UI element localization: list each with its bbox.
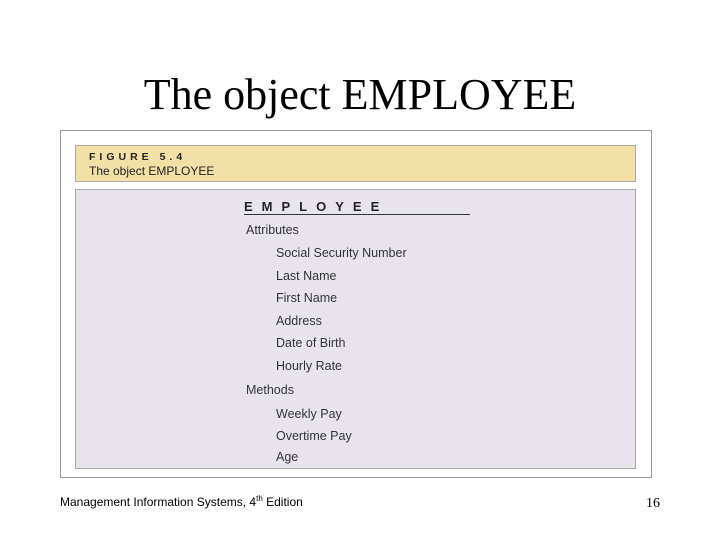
attribute-item: Social Security Number [276,246,407,260]
attribute-item: Hourly Rate [276,358,342,373]
slide-title: The object EMPLOYEE [143,70,577,119]
methods-list [276,407,352,472]
attributes-list [276,246,407,381]
footer-source-text: Management Information Systems, 4 [60,495,257,509]
object-panel [75,189,636,469]
attributes-heading: Attributes [246,223,299,237]
footer-source-suffix: Edition [262,495,303,509]
footer-source [60,494,303,509]
attribute-item: Last Name [276,268,337,283]
figure-label: FIGURE 5.4 [89,151,187,163]
attribute-item: First Name [276,291,338,305]
object-name: EMPLOYEE [244,199,389,214]
method-item: Overtime Pay [276,428,352,443]
footer-source-superscript: th [256,494,263,503]
method-item: Age [276,450,299,464]
method-item: Weekly Pay [276,407,342,421]
figure-caption-bar [75,145,636,182]
page-number: 16 [646,496,660,511]
figure-frame [60,130,652,478]
attribute-item: Address [276,313,322,328]
object-name-underline [244,214,470,215]
attribute-item: Date of Birth [276,336,346,350]
methods-heading: Methods [246,383,294,397]
figure-caption: The object EMPLOYEE [89,164,215,178]
